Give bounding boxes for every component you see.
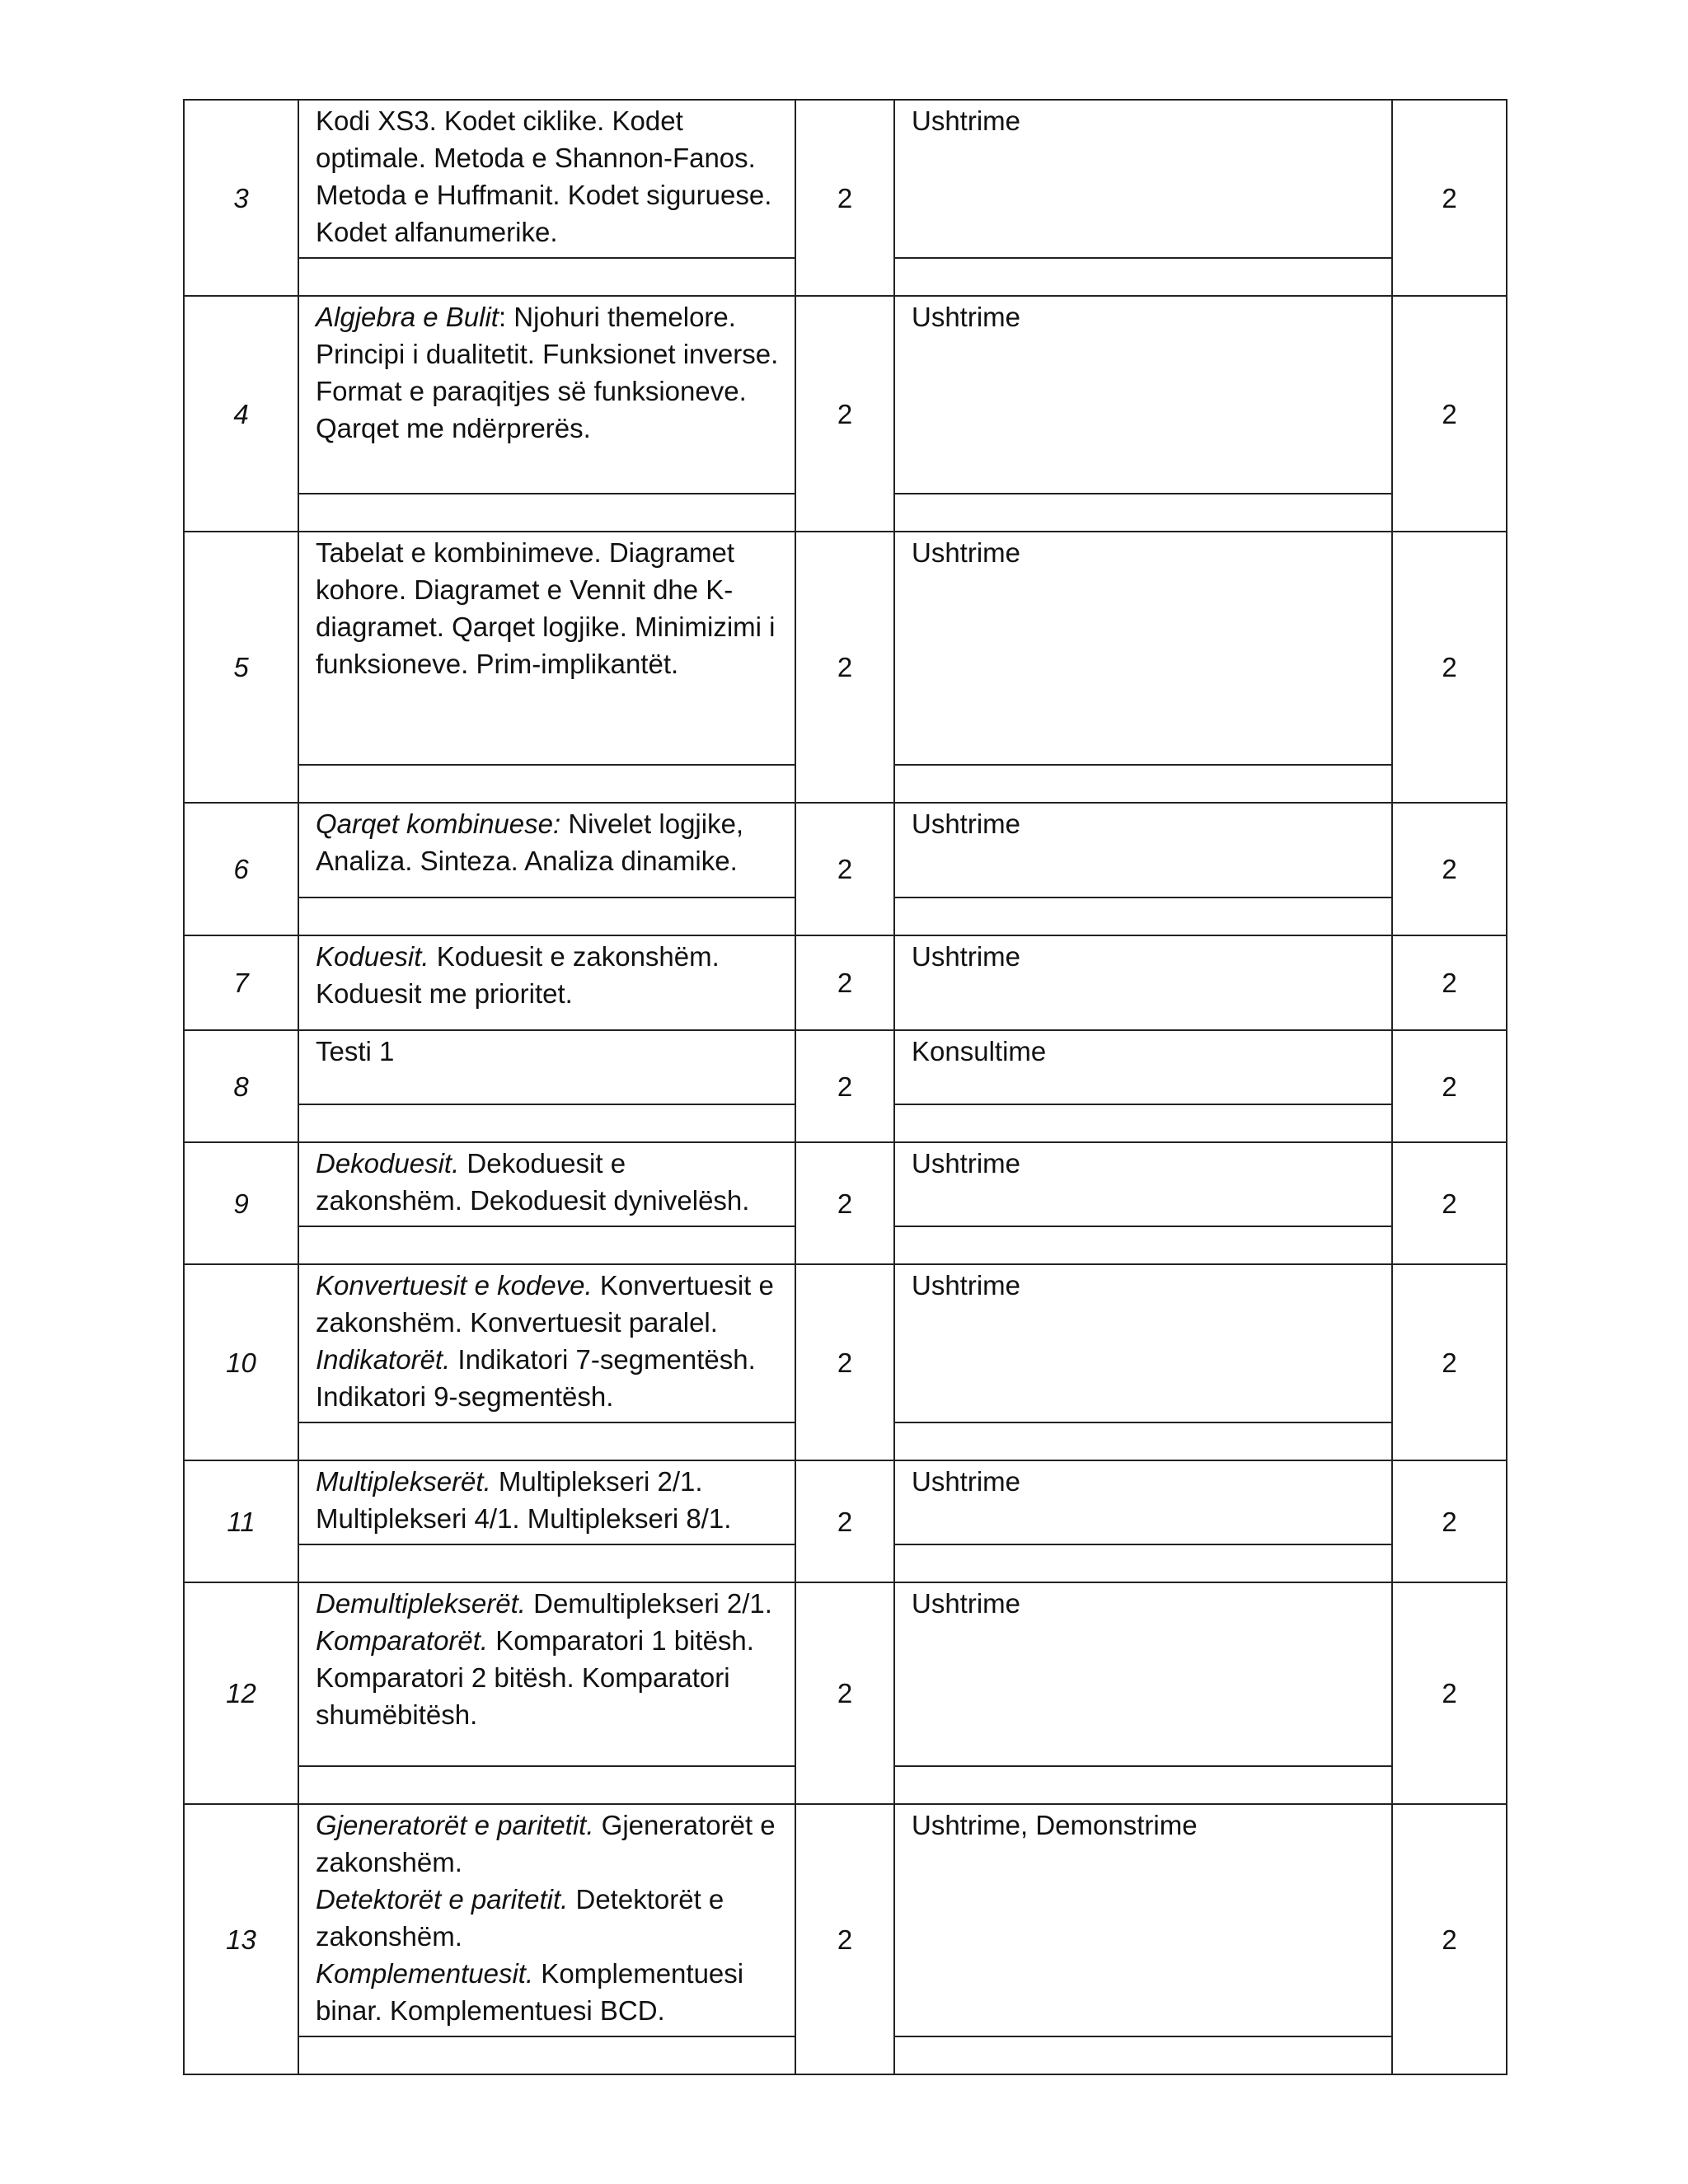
activity-cell: Konsultime (894, 1030, 1392, 1104)
week-number: 9 (184, 1142, 298, 1264)
table-row (184, 1142, 1507, 1226)
table-row (184, 1460, 1507, 1544)
week-number: 6 (184, 803, 298, 935)
topic-blank-cell (298, 898, 795, 935)
week-number: 4 (184, 296, 298, 532)
activity-blank-cell (894, 898, 1392, 935)
table-row (184, 296, 1507, 494)
activity-blank-cell (894, 1544, 1392, 1582)
topic-cell: Tabelat e kombinimeve. Diagramet kohore. Diagramet e Vennit dhe K-diagramet. Qarqet logjike. Minimizimi i funksioneve. Prim-implikantët. (298, 532, 795, 765)
table-row (184, 100, 1507, 258)
lecture-hours: 2 (795, 1460, 894, 1582)
topic-cell: Koduesit. Koduesit e zakonshëm. Koduesit me prioritet. (298, 935, 795, 1030)
exercise-hours: 2 (1392, 100, 1507, 296)
lecture-hours: 2 (795, 1804, 894, 2074)
lecture-hours: 2 (795, 1264, 894, 1460)
topic-blank-cell (298, 1544, 795, 1582)
topic-cell: Testi 1 (298, 1030, 795, 1104)
activity-blank-cell (894, 1766, 1392, 1804)
activity-blank-cell (894, 2036, 1392, 2074)
lecture-hours: 2 (795, 803, 894, 935)
exercise-hours: 2 (1392, 1142, 1507, 1264)
topic-blank-cell (298, 2036, 795, 2074)
table-row (184, 532, 1507, 765)
syllabus-table (183, 99, 1507, 2075)
lecture-hours: 2 (795, 935, 894, 1030)
lecture-hours: 2 (795, 1582, 894, 1804)
topic-cell: Demultiplekserët. Demultiplekseri 2/1. Komparatorët. Komparatori 1 bitësh. Komparatori 2 bitësh. Komparatori shumëbitësh. (298, 1582, 795, 1766)
activity-blank-cell (894, 1226, 1392, 1264)
activity-cell: Ushtrime (894, 935, 1392, 1030)
activity-cell: Ushtrime (894, 1264, 1392, 1422)
activity-cell: Ushtrime (894, 1142, 1392, 1226)
topic-cell: Gjeneratorët e paritetit. Gjeneratorët e zakonshëm. Detektorët e paritetit. Detektorët e zakonshëm. Komplementuesit. Komplementuesi binar. Komplementuesi BCD. (298, 1804, 795, 2036)
topic-blank-cell (298, 1766, 795, 1804)
activity-blank-cell (894, 1422, 1392, 1460)
exercise-hours: 2 (1392, 296, 1507, 532)
activity-cell: Ushtrime (894, 296, 1392, 494)
lecture-hours: 2 (795, 532, 894, 803)
lecture-hours: 2 (795, 296, 894, 532)
topic-blank-cell (298, 1226, 795, 1264)
topic-cell: Multiplekserët. Multiplekseri 2/1. Multiplekseri 4/1. Multiplekseri 8/1. (298, 1460, 795, 1544)
exercise-hours: 2 (1392, 1460, 1507, 1582)
topic-blank-cell (298, 494, 795, 532)
topic-blank-cell (298, 1422, 795, 1460)
activity-cell: Ushtrime (894, 532, 1392, 765)
lecture-hours: 2 (795, 1030, 894, 1142)
topic-cell: Kodi XS3. Kodet ciklike. Kodet optimale. Metoda e Shannon-Fanos. Metoda e Huffmanit. Kodet siguruese. Kodet alfanumerike. (298, 100, 795, 258)
exercise-hours: 2 (1392, 1030, 1507, 1142)
activity-cell: Ushtrime (894, 1460, 1392, 1544)
activity-blank-cell (894, 765, 1392, 803)
activity-blank-cell (894, 494, 1392, 532)
week-number: 8 (184, 1030, 298, 1142)
week-number: 5 (184, 532, 298, 803)
week-number: 3 (184, 100, 298, 296)
lecture-hours: 2 (795, 100, 894, 296)
table-row (184, 1030, 1507, 1104)
activity-cell: Ushtrime (894, 1582, 1392, 1766)
week-number: 12 (184, 1582, 298, 1804)
table-row (184, 1264, 1507, 1422)
lecture-hours: 2 (795, 1142, 894, 1264)
exercise-hours: 2 (1392, 1804, 1507, 2074)
topic-cell: Konvertuesit e kodeve. Konvertuesit e zakonshëm. Konvertuesit paralel. Indikatorët. Indikatori 7-segmentësh. Indikatori 9-segmentësh. (298, 1264, 795, 1422)
activity-cell: Ushtrime (894, 803, 1392, 898)
topic-blank-cell (298, 258, 795, 296)
activity-cell: Ushtrime, Demonstrime (894, 1804, 1392, 2036)
exercise-hours: 2 (1392, 1582, 1507, 1804)
week-number: 10 (184, 1264, 298, 1460)
topic-cell: Qarqet kombinuese: Nivelet logjike, Analiza. Sinteza. Analiza dinamike. (298, 803, 795, 898)
week-number: 7 (184, 935, 298, 1030)
table-row (184, 803, 1507, 898)
topic-blank-cell (298, 1104, 795, 1142)
syllabus-table-body (184, 100, 1507, 2074)
table-row (184, 1582, 1507, 1766)
exercise-hours: 2 (1392, 1264, 1507, 1460)
week-number: 11 (184, 1460, 298, 1582)
activity-blank-cell (894, 1104, 1392, 1142)
exercise-hours: 2 (1392, 532, 1507, 803)
topic-blank-cell (298, 765, 795, 803)
activity-cell: Ushtrime (894, 100, 1392, 258)
exercise-hours: 2 (1392, 803, 1507, 935)
exercise-hours: 2 (1392, 935, 1507, 1030)
topic-cell: Dekoduesit. Dekoduesit e zakonshëm. Dekoduesit dynivelësh. (298, 1142, 795, 1226)
table-row (184, 1804, 1507, 2036)
table-row (184, 935, 1507, 1030)
week-number: 13 (184, 1804, 298, 2074)
activity-blank-cell (894, 258, 1392, 296)
topic-cell: Algjebra e Bulit: Njohuri themelore. Principi i dualitetit. Funksionet inverse. Format e paraqitjes së funksioneve. Qarqet me ndërprerës. (298, 296, 795, 494)
